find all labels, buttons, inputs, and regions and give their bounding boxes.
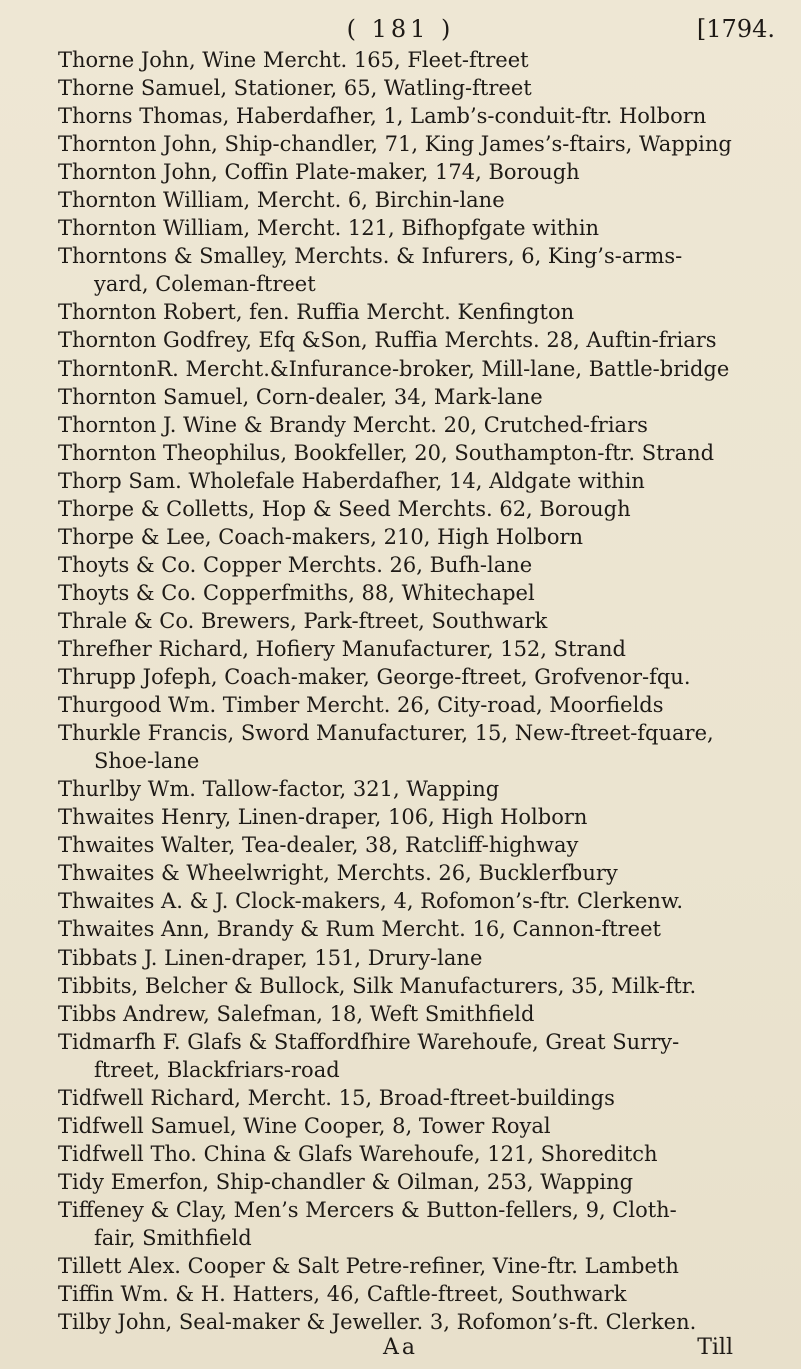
directory-entry: Tibbats J. Linen-draper, 151, Drury-lane	[58, 945, 483, 970]
directory-entry: Tiffin Wm. & H. Hatters, 46, Caftle-ftreet, Southwark	[58, 1282, 627, 1307]
directory-entry: Thornton John, Ship-chandler, 71, King James’s-ftairs, Wapping	[58, 132, 732, 157]
catchword: Till	[697, 1335, 733, 1360]
directory-entry: Thornton William, Mercht. 121, Bifhopfgate within	[58, 216, 600, 241]
directory-entry: Thoyts & Co. Copperfmiths, 88, Whitechapel	[58, 580, 535, 605]
directory-entry: Thorpe & Lee, Coach-makers, 210, High Holborn	[58, 524, 584, 549]
directory-entry: Tibbs Andrew, Salefman, 18, Weft Smithfield	[58, 1001, 535, 1026]
directory-entry: Tillett Alex. Cooper & Salt Petre-refiner, Vine-ftr. Lambeth	[58, 1254, 679, 1279]
directory-entry: Tibbits, Belcher & Bullock, Silk Manufacturers, 35, Milk-ftr.	[58, 973, 697, 998]
directory-entry: Tidfwell Richard, Mercht. 15, Broad-ftreet-buildings	[58, 1085, 615, 1110]
directory-entry: Thornton Samuel, Corn-dealer, 34, Mark-lane	[58, 384, 543, 409]
directory-entry: Thrale & Co. Brewers, Park-ftreet, Southwark	[58, 608, 548, 633]
directory-entry: Thornton William, Mercht. 6, Birchin-lane	[58, 188, 505, 213]
page-number: ( 181 )	[346, 15, 455, 43]
directory-entry: ThorntonR. Mercht.&Infurance-broker, Mill-lane, Battle-bridge	[58, 356, 730, 381]
directory-entry: Thorntons & Smalley, Merchts. & Infurers, 6, King’s-arms-	[58, 244, 683, 269]
directory-entry: Thorne Samuel, Stationer, 65, Watling-ftreet	[58, 76, 532, 101]
directory-entry: Thorne John, Wine Mercht. 165, Fleet-ftreet	[58, 48, 529, 72]
directory-entry-continuation: ftreet, Blackfriars-road	[94, 1057, 340, 1082]
directory-entry: Thwaites Ann, Brandy & Rum Mercht. 16, Cannon-ftreet	[58, 917, 661, 942]
directory-entry-continuation: yard, Coleman-ftreet	[94, 272, 316, 297]
directory-entry: Thornton Theophilus, Bookfeller, 20, Southampton-ftr. Strand	[58, 440, 715, 465]
directory-entry: Thornton John, Coffin Plate-maker, 174, Borough	[58, 160, 580, 185]
directory-entry: Tidfwell Samuel, Wine Cooper, 8, Tower Royal	[58, 1113, 551, 1138]
directory-entry: Thwaites Walter, Tea-dealer, 38, Ratcliff-highway	[58, 833, 579, 858]
directory-entry: Thorns Thomas, Haberdafher, 1, Lamb’s-conduit-ftr. Holborn	[58, 104, 707, 129]
directory-entry: Tilby John, Seal-maker & Jeweller. 3, Rofomon’s-ft. Clerken.	[58, 1310, 697, 1335]
directory-entries	[58, 46, 779, 1336]
signature-mark: Aa	[382, 1335, 418, 1360]
directory-entry: Tidmarfh F. Glafs & Staffordfhire Warehoufe, Great Surry-	[58, 1029, 680, 1054]
page-header	[0, 14, 801, 44]
directory-entry: Thornton J. Wine & Brandy Mercht. 20, Crutched-friars	[58, 412, 648, 437]
directory-entry: Thorpe & Colletts, Hop & Seed Merchts. 62, Borough	[58, 496, 631, 521]
directory-entry: Thurkle Francis, Sword Manufacturer, 15, New-ftreet-fquare,	[58, 721, 714, 746]
directory-entry: Thurlby Wm. Tallow-factor, 321, Wapping	[58, 777, 500, 802]
directory-entry: Thwaites Henry, Linen-draper, 106, High Holborn	[58, 805, 588, 830]
directory-entry: Thornton Godfrey, Efq &Son, Ruffia Merchts. 28, Auftin-friars	[58, 328, 717, 353]
directory-entry: Thwaites & Wheelwright, Merchts. 26, Bucklerfbury	[58, 861, 618, 886]
directory-entry: Thoyts & Co. Copper Merchts. 26, Bufh-lane	[58, 552, 533, 577]
year-label: [1794.	[696, 15, 775, 43]
directory-entry: Thrupp Jofeph, Coach-maker, George-ftreet, Grofvenor-fqu.	[58, 665, 691, 690]
directory-entry: Threfher Richard, Hofiery Manufacturer, 152, Strand	[58, 636, 626, 661]
page-footer	[0, 1333, 801, 1363]
directory-entry-continuation: Shoe-lane	[94, 749, 200, 774]
directory-entry: Thornton Robert, fen. Ruffia Mercht. Kenfington	[58, 300, 575, 325]
directory-entry: Thurgood Wm. Timber Mercht. 26, City-road, Moorfields	[58, 693, 664, 718]
directory-entry: Thwaites A. & J. Clock-makers, 4, Rofomon’s-ftr. Clerkenw.	[58, 889, 684, 914]
directory-entry-continuation: fair, Smithfield	[94, 1225, 252, 1250]
directory-entry: Tiffeney & Clay, Men’s Mercers & Button-fellers, 9, Cloth-	[58, 1197, 677, 1222]
directory-entry: Tidy Emerfon, Ship-chandler & Oilman, 253, Wapping	[58, 1169, 634, 1194]
directory-entry: Tidfwell Tho. China & Glafs Warehoufe, 121, Shoreditch	[58, 1141, 658, 1166]
directory-entry: Thorp Sam. Wholefale Haberdafher, 14, Aldgate within	[58, 468, 645, 493]
